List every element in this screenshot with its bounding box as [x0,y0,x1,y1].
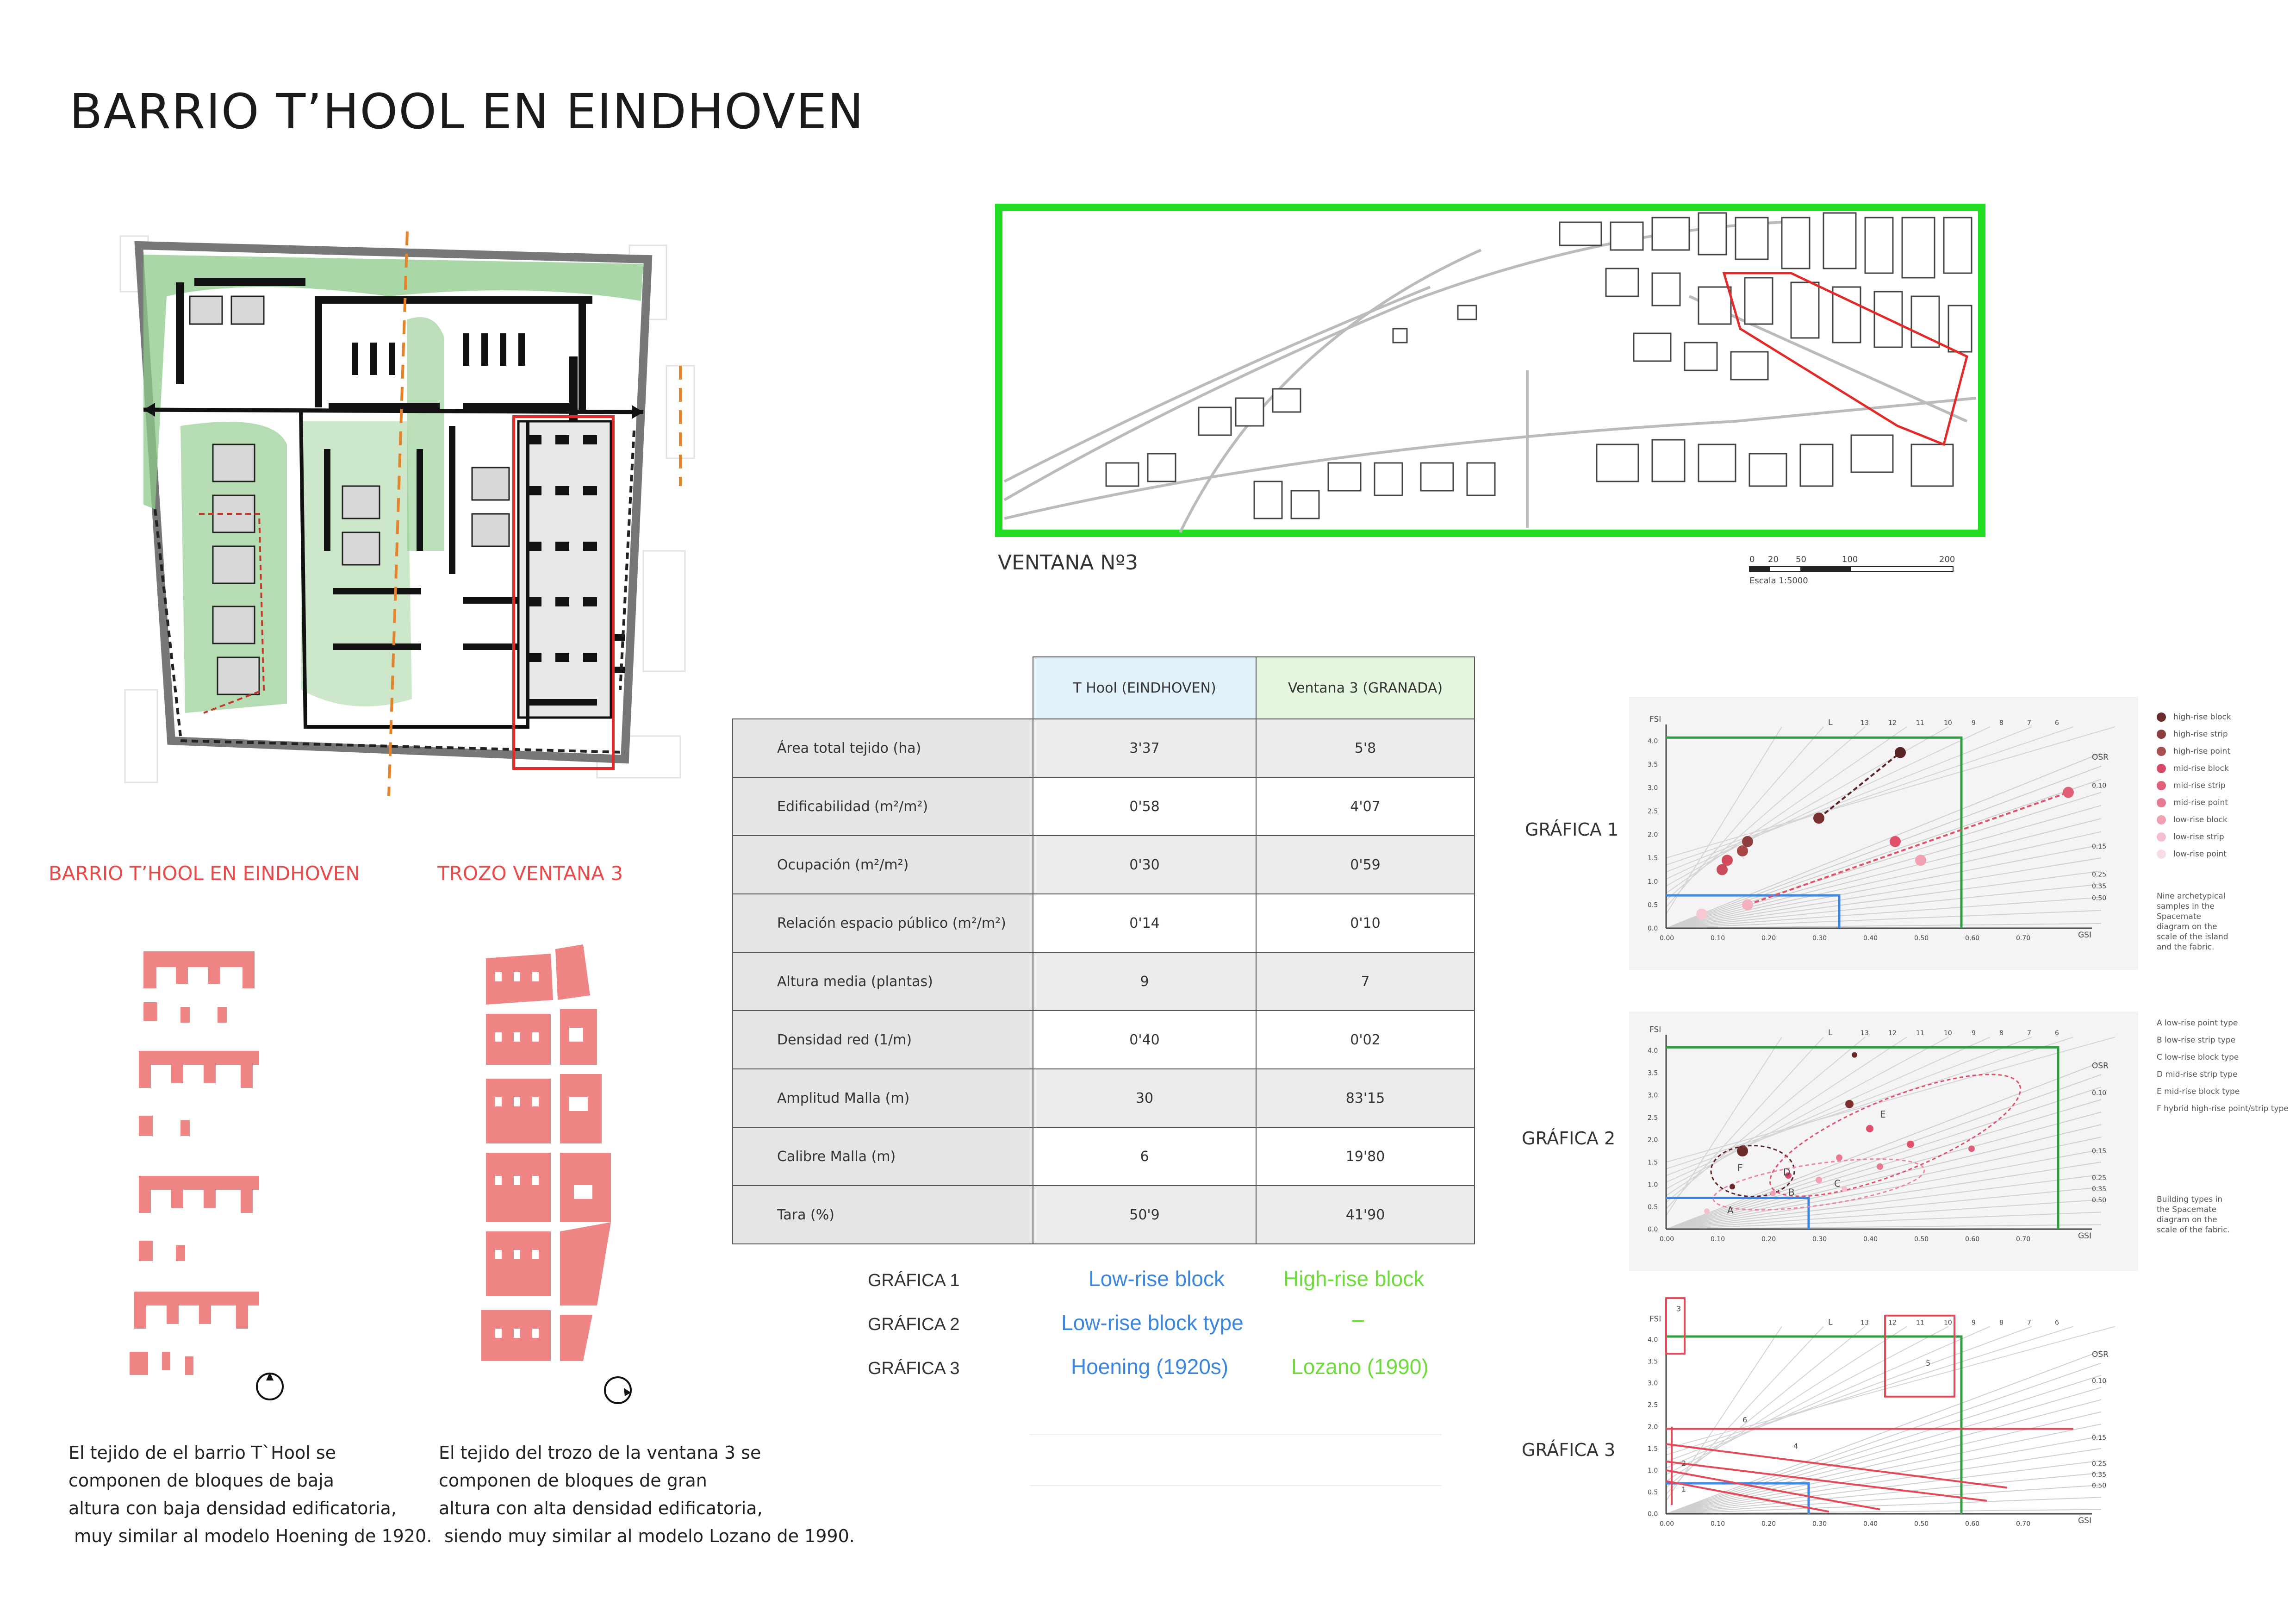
legend-swatch [2157,781,2166,790]
legend-item [2157,743,2282,760]
x-tick-label: 0.70 [2016,1236,2031,1243]
l-line [1666,1037,1948,1189]
row-value-thool: 30 [1033,1069,1256,1127]
map-ventana-3 [995,204,1985,537]
model-number: 3 [1676,1304,1681,1313]
data-point [1836,1155,1842,1161]
row-value-ventana3: 19'80 [1256,1127,1475,1186]
osr-line [1666,1399,2101,1514]
type-letter: D [1783,1167,1791,1178]
description-ventana3: El tejido del trozo de la ventana 3 se componen de bloques de gran altura con alta densidad edificatoria, siendo muy similar al modelo Lozano de 1990. [439,1443,855,1546]
comparison-label: GRÁFICA 2 [868,1315,960,1334]
model-number: 1 [1681,1485,1686,1494]
x-tick-label: 0.40 [1863,1236,1878,1243]
legend-swatch [2157,747,2166,756]
legend-swatch [2157,832,2166,842]
osr-line [1666,1387,2101,1514]
l-label: L [1828,718,1833,727]
data-point [1842,1186,1847,1192]
row-label: Calibre Malla (m) [733,1127,1033,1186]
comparison-ventana3: Lozano (1990) [1291,1355,1429,1379]
l-tick-label: 11 [1916,719,1924,727]
osr-line [1666,766,2101,928]
data-point [1742,899,1753,910]
site-plan [111,227,722,810]
data-point [1730,1184,1735,1189]
l-line [1666,727,1907,893]
table-row [733,1069,1475,1127]
model-number: 4 [1793,1441,1798,1450]
high-rise-trend-line [1819,753,1900,818]
l-line [1666,1326,1907,1481]
y-tick-label: 2.5 [1648,1401,1658,1409]
graph2-legend [2157,1018,2291,1121]
divider [1030,1485,1442,1486]
y-tick-label: 3.0 [1648,784,1658,792]
x-tick-label: 0.30 [1812,935,1827,942]
y-tick-label: 2.5 [1648,808,1658,816]
scale-text: Escala 1:5000 [1749,576,1808,586]
divider [1030,1434,1442,1435]
x-tick-label: 0.10 [1711,1236,1725,1243]
comparison-ventana3: High-rise block [1283,1267,1425,1291]
y-tick-label: 3.5 [1648,761,1658,768]
l-line [1666,1037,2073,1169]
l-tick-label: 7 [2027,1319,2031,1327]
l-tick-label: 12 [1888,719,1897,727]
x-tick-label: 0.20 [1761,935,1776,942]
table-row [733,1186,1475,1244]
x-tick-label: 0.40 [1863,1520,1878,1528]
row-label: Relación espacio público (m²/m²) [733,894,1033,952]
comparison-label: GRÁFICA 3 [868,1359,960,1378]
graph2-label: GRÁFICA 2 [1522,1128,1616,1149]
legend-label: low-rise strip [2173,832,2224,842]
osr-line [1666,1412,2101,1514]
data-point [1742,836,1753,847]
l-tick-label: 13 [1860,1030,1869,1037]
data-point [1907,1141,1914,1148]
x-tick-label: 0.50 [1914,1520,1929,1528]
l-tick-label: 12 [1888,1030,1897,1037]
l-tick-label: 8 [1999,719,2004,727]
legend-label: mid-rise point [2173,798,2228,807]
row-value-ventana3: 0'02 [1256,1011,1475,1069]
osr-tick-label: 0.15 [2092,843,2107,850]
legend-swatch [2157,815,2166,824]
row-value-thool: 6 [1033,1127,1256,1186]
table-row [733,894,1475,952]
x-tick-label: 0.10 [1711,935,1725,942]
x-tick-label: 0.10 [1711,1520,1725,1528]
legend-item [2157,828,2282,845]
model-number: 6 [1742,1415,1748,1424]
table-header-thool: T Hool (EINDHOVEN) [1033,657,1256,719]
osr-tick-label: 0.10 [2092,1089,2107,1097]
row-value-thool: 3'37 [1033,719,1256,777]
comparison-thool: Low-rise block type [1061,1311,1244,1335]
row-value-ventana3: 0'10 [1256,894,1475,952]
y-tick-label: 0.0 [1648,925,1658,932]
fsi-label: FSI [1649,1025,1661,1035]
l-tick-label: 11 [1916,1319,1924,1327]
data-point [1915,855,1926,866]
osr-tick-label: 0.35 [2092,883,2107,890]
y-tick-label: 1.5 [1648,1445,1658,1453]
osr-line [1666,1363,2101,1514]
model-line [1666,1441,2007,1487]
legend-swatch [2157,764,2166,773]
spacemate-graph-2 [1629,1012,2138,1271]
x-tick-label: 0.60 [1965,935,1980,942]
graph1-legend [2157,708,2282,862]
figure-ground-ventana3 [477,944,616,1380]
osr-line [1666,858,2101,928]
gsi-label: GSI [2078,931,2091,940]
data-point [1852,1052,1857,1058]
legend-label: mid-rise block [2173,763,2229,773]
x-tick-label: 0.30 [1812,1520,1827,1528]
x-tick-label: 0.20 [1761,1520,1776,1528]
data-point [1890,836,1901,847]
x-tick-label: 0.00 [1660,935,1674,942]
l-tick-label: 6 [2055,1319,2059,1327]
row-label: Edificabilidad (m²/m²) [733,777,1033,836]
x-tick-label: 0.50 [1914,1236,1929,1243]
l-tick-label: 9 [1972,1030,1976,1037]
table-row [733,1127,1475,1186]
l-line [1666,1326,1782,1500]
l-tick-label: 10 [1944,719,1952,727]
l-tick-label: 9 [1972,1319,1976,1327]
osr-tick-label: 0.25 [2092,871,2107,879]
y-tick-label: 4.0 [1648,1336,1658,1344]
row-value-ventana3: 0'59 [1256,836,1475,894]
comparison-ventana3: – [1352,1307,1364,1331]
x-tick-label: 0.00 [1660,1236,1674,1243]
data-point [1877,1163,1883,1170]
l-line [1666,727,1990,879]
data-point [1737,845,1748,856]
osr-tick-label: 0.35 [2092,1186,2107,1193]
page-title: BARRIO T’HOOL EN EINDHOVEN [69,83,865,140]
legend-swatch [2157,798,2166,807]
osr-tick-label: 0.25 [2092,1174,2107,1182]
legend-swatch [2157,730,2166,739]
l-tick-label: 7 [2027,1030,2031,1037]
l-tick-label: 8 [1999,1319,2004,1327]
scale-tick: 0 [1749,555,1755,564]
y-tick-label: 0.0 [1648,1226,1658,1233]
l-tick-label: 13 [1860,1319,1869,1327]
spacemate-graph-1 [1629,697,2138,970]
l-tick-label: 10 [1944,1319,1952,1327]
l-tick-label: 13 [1860,719,1869,727]
table-row [733,777,1475,836]
osr-tick-label: 0.15 [2092,1148,2107,1155]
table-row [733,952,1475,1011]
l-tick-label: 11 [1916,1030,1924,1037]
row-label: Ocupación (m²/m²) [733,836,1033,894]
l-tick-label: 9 [1972,719,1976,727]
graph2-note: Building types in the Spacemate diagram on the scale of the fabric. [2157,1195,2230,1235]
y-tick-label: 2.0 [1648,1137,1658,1144]
row-value-thool: 9 [1033,952,1256,1011]
legend-item: E mid-rise block type [2157,1087,2240,1096]
legend-item [2157,725,2282,743]
type-e-outline [1757,1051,2034,1220]
map-label: VENTANA Nº3 [998,551,1139,575]
osr-line [1666,818,2101,928]
data-point [1895,747,1906,758]
y-tick-label: 0.5 [1648,901,1658,909]
osr-line [1666,1449,2101,1514]
osr-label: OSR [2092,1061,2109,1071]
osr-tick-label: 0.35 [2092,1471,2107,1479]
y-tick-label: 1.0 [1648,878,1658,886]
l-line [1666,727,1782,914]
row-value-ventana3: 83'15 [1256,1069,1475,1127]
data-point [2063,787,2074,798]
osr-label: OSR [2092,752,2109,762]
table-header-ventana3: Ventana 3 (GRANADA) [1256,657,1475,719]
row-label: Altura media (plantas) [733,952,1033,1011]
data-point [1845,1100,1854,1108]
y-tick-label: 1.5 [1648,1159,1658,1167]
scale-bar [1749,551,1967,593]
l-tick-label: 7 [2027,719,2031,727]
x-tick-label: 0.50 [1914,935,1929,942]
graph1-label: GRÁFICA 1 [1525,819,1619,840]
model-5-box [1885,1316,1954,1397]
y-tick-label: 2.0 [1648,831,1658,839]
l-line [1666,727,2073,865]
row-value-thool: 0'58 [1033,777,1256,836]
north-arrow-icon [602,1374,634,1406]
model-number: 5 [1926,1359,1931,1368]
osr-tick-label: 0.10 [2092,1377,2107,1385]
l-line [1666,1037,1782,1216]
legend-item: F hybrid high-rise point/strip type [2157,1104,2289,1113]
l-tick-label: 12 [1888,1319,1897,1327]
l-label: L [1828,1318,1833,1327]
data-table [732,656,1475,1244]
legend-label: high-rise point [2173,746,2230,756]
spacemate-graph-3 [1629,1304,2138,1555]
osr-line [1666,1162,2101,1229]
l-tick-label: 6 [2055,1030,2059,1037]
y-tick-label: 0.5 [1648,1203,1658,1211]
row-value-ventana3: 7 [1256,952,1475,1011]
legend-swatch [2157,849,2166,859]
row-label: Tara (%) [733,1186,1033,1244]
gsi-label: GSI [2078,1516,2091,1525]
l-line [1666,1326,2073,1455]
data-point [1722,855,1733,866]
comparison-label: GRÁFICA 1 [868,1271,960,1290]
legend-item: B low-rise strip type [2157,1036,2236,1045]
type-c-outline [1711,1149,1927,1220]
graph1-note: Nine archetypical samples in the Spacemate diagram on the scale of the island and the fabric. [2157,892,2228,952]
type-letter: C [1834,1178,1841,1189]
data-point [1737,1145,1748,1156]
data-point [1704,1208,1710,1214]
data-point [1717,864,1728,875]
legend-item [2157,794,2282,811]
y-tick-label: 4.0 [1648,1047,1658,1055]
l-label: L [1828,1028,1833,1038]
type-letter: E [1880,1108,1886,1120]
legend-item: D mid-rise strip type [2157,1070,2238,1079]
y-tick-label: 0.0 [1648,1511,1658,1518]
l-tick-label: 8 [1999,1030,2004,1037]
row-value-thool: 0'40 [1033,1011,1256,1069]
gsi-label: GSI [2078,1231,2091,1241]
row-value-ventana3: 4'07 [1256,777,1475,836]
legend-label: low-rise block [2173,815,2228,824]
scale-tick: 200 [1939,555,1955,564]
data-point [1968,1145,1975,1152]
legend-item [2157,777,2282,794]
y-tick-label: 2.0 [1648,1423,1658,1431]
y-tick-label: 3.0 [1648,1092,1658,1099]
x-tick-label: 0.70 [2016,935,2031,942]
graph3-label: GRÁFICA 3 [1522,1440,1616,1460]
row-label: Densidad red (1/m) [733,1011,1033,1069]
figure-ground-thool [125,944,264,1380]
osr-tick-label: 0.50 [2092,1197,2107,1205]
type-letter: A [1727,1205,1734,1216]
scale-tick: 50 [1796,555,1806,564]
osr-line [1666,1149,2101,1229]
table-row [733,1011,1475,1069]
legend-item [2157,760,2282,777]
osr-tick-label: 0.15 [2092,1434,2107,1442]
scale-tick: 20 [1768,555,1779,564]
legend-label: low-rise point [2173,849,2227,859]
legend-item [2157,708,2282,725]
data-point [1816,1177,1822,1183]
y-tick-label: 1.0 [1648,1467,1658,1474]
model-number: 2 [1681,1459,1686,1468]
scale-tick: 100 [1842,555,1858,564]
y-tick-label: 4.0 [1648,737,1658,745]
x-tick-label: 0.20 [1761,1236,1776,1243]
y-tick-label: 3.0 [1648,1380,1658,1387]
row-label: Amplitud Malla (m) [733,1069,1033,1127]
data-point [1770,1191,1776,1196]
y-tick-label: 3.5 [1648,1358,1658,1366]
row-value-ventana3: 5'8 [1256,719,1475,777]
osr-line [1666,1436,2101,1514]
table-row [733,836,1475,894]
x-tick-label: 0.40 [1863,935,1878,942]
x-tick-label: 0.30 [1812,1236,1827,1243]
l-tick-label: 6 [2055,719,2059,727]
site-plan-caption-left: BARRIO T’HOOL EN EINDHOVEN [49,862,360,885]
legend-label: mid-rise strip [2173,781,2226,790]
y-tick-label: 3.5 [1648,1069,1658,1077]
legend-swatch [2157,712,2166,722]
osr-tick-label: 0.50 [2092,1482,2107,1490]
legend-label: high-rise strip [2173,729,2228,739]
comparison-thool: Hoening (1920s) [1071,1355,1229,1379]
row-label: Área total tejido (ha) [733,719,1033,777]
osr-label: OSR [2092,1350,2109,1360]
l-line [1666,1326,1948,1474]
x-tick-label: 0.70 [2016,1520,2031,1528]
fsi-label: FSI [1649,714,1661,724]
north-arrow-icon [254,1370,286,1403]
y-tick-label: 1.5 [1648,855,1658,862]
description-thool: El tejido de el barrio T`Hool se componen de bloques de baja altura con baja densidad edificatoria, muy similar al modelo Hoening de 1920. [68,1443,432,1546]
l-tick-label: 10 [1944,1030,1952,1037]
type-letter: F [1737,1162,1743,1174]
x-tick-label: 0.60 [1965,1520,1980,1528]
row-value-thool: 0'14 [1033,894,1256,952]
data-point [1696,909,1707,920]
y-tick-label: 0.5 [1648,1488,1658,1496]
site-plan-caption-right: TROZO VENTANA 3 [437,862,623,885]
osr-tick-label: 0.50 [2092,894,2107,902]
l-line [1666,727,1948,886]
row-value-thool: 50'9 [1033,1186,1256,1244]
legend-item [2157,845,2282,862]
legend-item: C low-rise block type [2157,1053,2239,1062]
type-letter: B [1788,1187,1795,1198]
legend-item: A low-rise point type [2157,1018,2238,1028]
osr-tick-label: 0.10 [2092,782,2107,790]
legend-item [2157,811,2282,828]
x-tick-label: 0.60 [1965,1236,1980,1243]
row-value-thool: 0'30 [1033,836,1256,894]
data-point [1813,812,1824,824]
model-3-box [1666,1298,1685,1354]
osr-line [1666,806,2101,928]
comparison-thool: Low-rise block [1089,1267,1225,1291]
table-row [733,719,1475,777]
x-tick-label: 0.00 [1660,1520,1674,1528]
fsi-label: FSI [1649,1314,1661,1324]
type-f-outline [1711,1146,1794,1197]
data-point [1866,1125,1873,1132]
legend-label: high-rise block [2173,712,2231,722]
osr-tick-label: 0.25 [2092,1460,2107,1468]
y-tick-label: 1.0 [1648,1181,1658,1189]
row-value-ventana3: 41'90 [1256,1186,1475,1244]
y-tick-label: 2.5 [1648,1114,1658,1122]
